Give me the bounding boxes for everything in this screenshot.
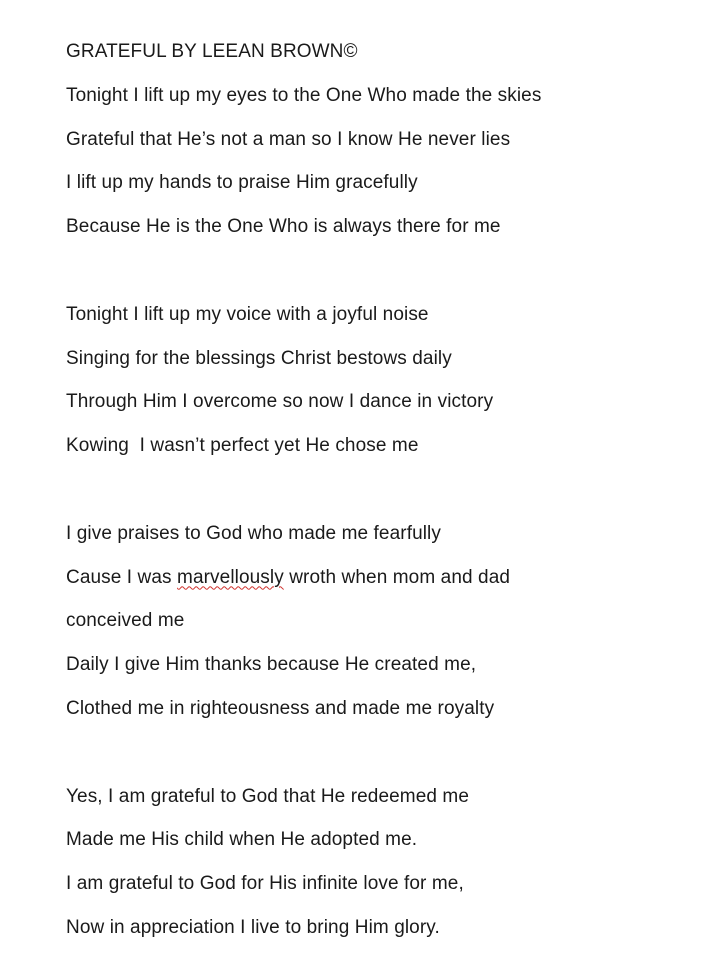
poem-line xyxy=(66,566,666,610)
poem-line: Because He is the One Who is always there for me xyxy=(66,216,501,238)
stanza-break xyxy=(66,478,666,522)
poem-line: I give praises to God who made me fearfully xyxy=(66,522,441,544)
poem-line: Daily I give Him thanks because He created me, xyxy=(66,654,477,676)
poem-line: Yes, I am grateful to God that He redeemed me xyxy=(66,785,470,807)
poem-line: Made me His child when He adopted me. xyxy=(66,829,418,851)
poem-line: Grateful that He’s not a man so I know He never lies xyxy=(66,128,511,150)
poem-line: Singing for the blessings Christ bestows daily xyxy=(66,347,452,369)
stanza-break xyxy=(66,741,666,785)
poem-line: Kowing I wasn’t perfect yet He chose me xyxy=(66,435,419,457)
poem-title: GRATEFUL BY LEEAN BROWN© xyxy=(66,41,358,62)
poem-text: Cause I was xyxy=(66,566,178,588)
document-body[interactable] xyxy=(66,40,666,960)
stanza-break xyxy=(66,259,666,303)
poem-line: conceived me xyxy=(66,610,185,632)
poem-line: Now in appreciation I live to bring Him glory. xyxy=(66,916,440,938)
poem-line: Through Him I overcome so now I dance in victory xyxy=(66,391,494,413)
poem-line: I am grateful to God for His infinite love for me, xyxy=(66,873,464,895)
misspelled-word[interactable]: marvellously xyxy=(177,566,284,588)
poem-line: Tonight I lift up my voice with a joyful noise xyxy=(66,303,429,325)
poem-line: Clothed me in righteousness and made me royalty xyxy=(66,697,495,719)
poem-line: I lift up my hands to praise Him gracefully xyxy=(66,172,418,194)
poem-text: wroth when mom and dad xyxy=(283,566,511,588)
poem-line: Tonight I lift up my eyes to the One Who made the skies xyxy=(66,84,542,106)
